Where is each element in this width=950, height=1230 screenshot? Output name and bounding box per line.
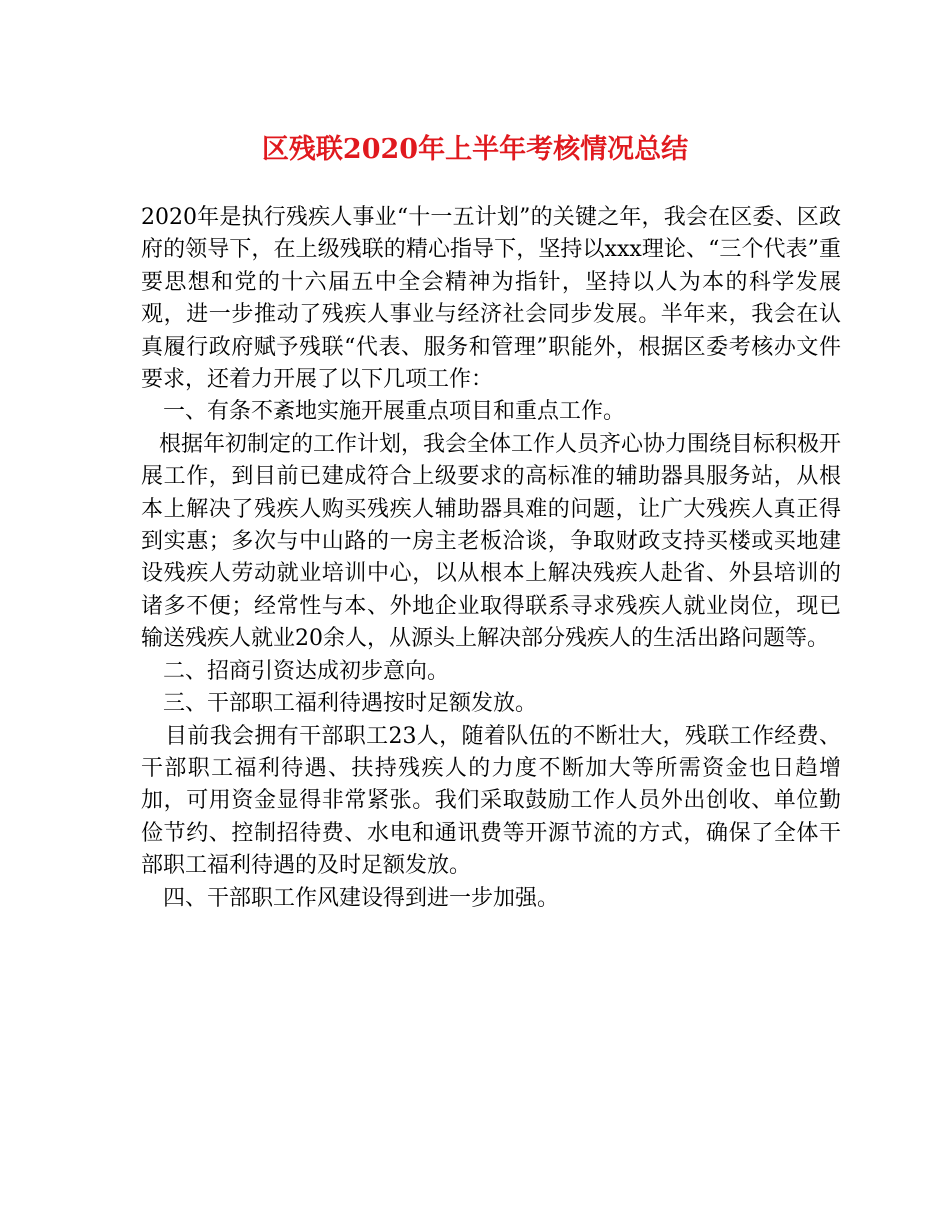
paragraph-heading-2: 二、招商引资达成初步意向。: [163, 658, 450, 684]
paragraph-intro: 2020年是执行残疾人事业“十一五计划”的关键之年，我会在区委、区政府的领导下，在上级残联的精心指导下，坚持以xxx理论、“三个代表”重要思想和党的十六届五中全会精神为指针，坚持以人为本的科学发展观，进一步推动了残疾人事业与经济社会同步发展。半年来，我会在认真履行政府赋予残联“代表、服务和管理”职能外，根据区委考核办文件要求，还着力开展了以下几项工作：: [141, 205, 841, 393]
document-body: [141, 202, 841, 915]
paragraph-section-1: 根据年初制定的工作计划，我会全体工作人员齐心协力围绕目标积极开展工作，到目前已建成符合上级要求的高标准的辅助器具服务站，从根本上解决了残疾人购买残疾人辅助器具难的问题，让广大残疾人真正得到实惠；多次与中山路的一房主老板洽谈，争取财政支持买楼或买地建设残疾人劳动就业培训中心，以从根本上解决残疾人赴省、外县培训的诸多不便；经常性与本、外地企业取得联系寻求残疾人就业岗位，现已输送残疾人就业20余人，从源头上解决部分残疾人的生活出路问题等。: [141, 431, 842, 652]
paragraph-section-3: 目前我会拥有干部职工23人，随着队伍的不断壮大，残联工作经费、干部职工福利待遇、扶持残疾人的力度不断加大等所需资金也日趋增加，可用资金显得非常紧张。我们采取鼓励工作人员外出创收、单位勤俭节约、控制招待费、水电和通讯费等开源节流的方式，确保了全体干部职工福利待遇的及时足额发放。: [141, 723, 841, 879]
paragraph-heading-4: 四、干部职工作风建设得到进一步加强。: [163, 885, 560, 911]
paragraph-heading-1: 一、有条不紊地实施开展重点项目和重点工作。: [163, 399, 626, 425]
paragraph-heading-3: 三、干部职工福利待遇按时足额发放。: [163, 691, 538, 717]
document-title: 区残联2020年上半年考核情况总结: [261, 134, 689, 165]
